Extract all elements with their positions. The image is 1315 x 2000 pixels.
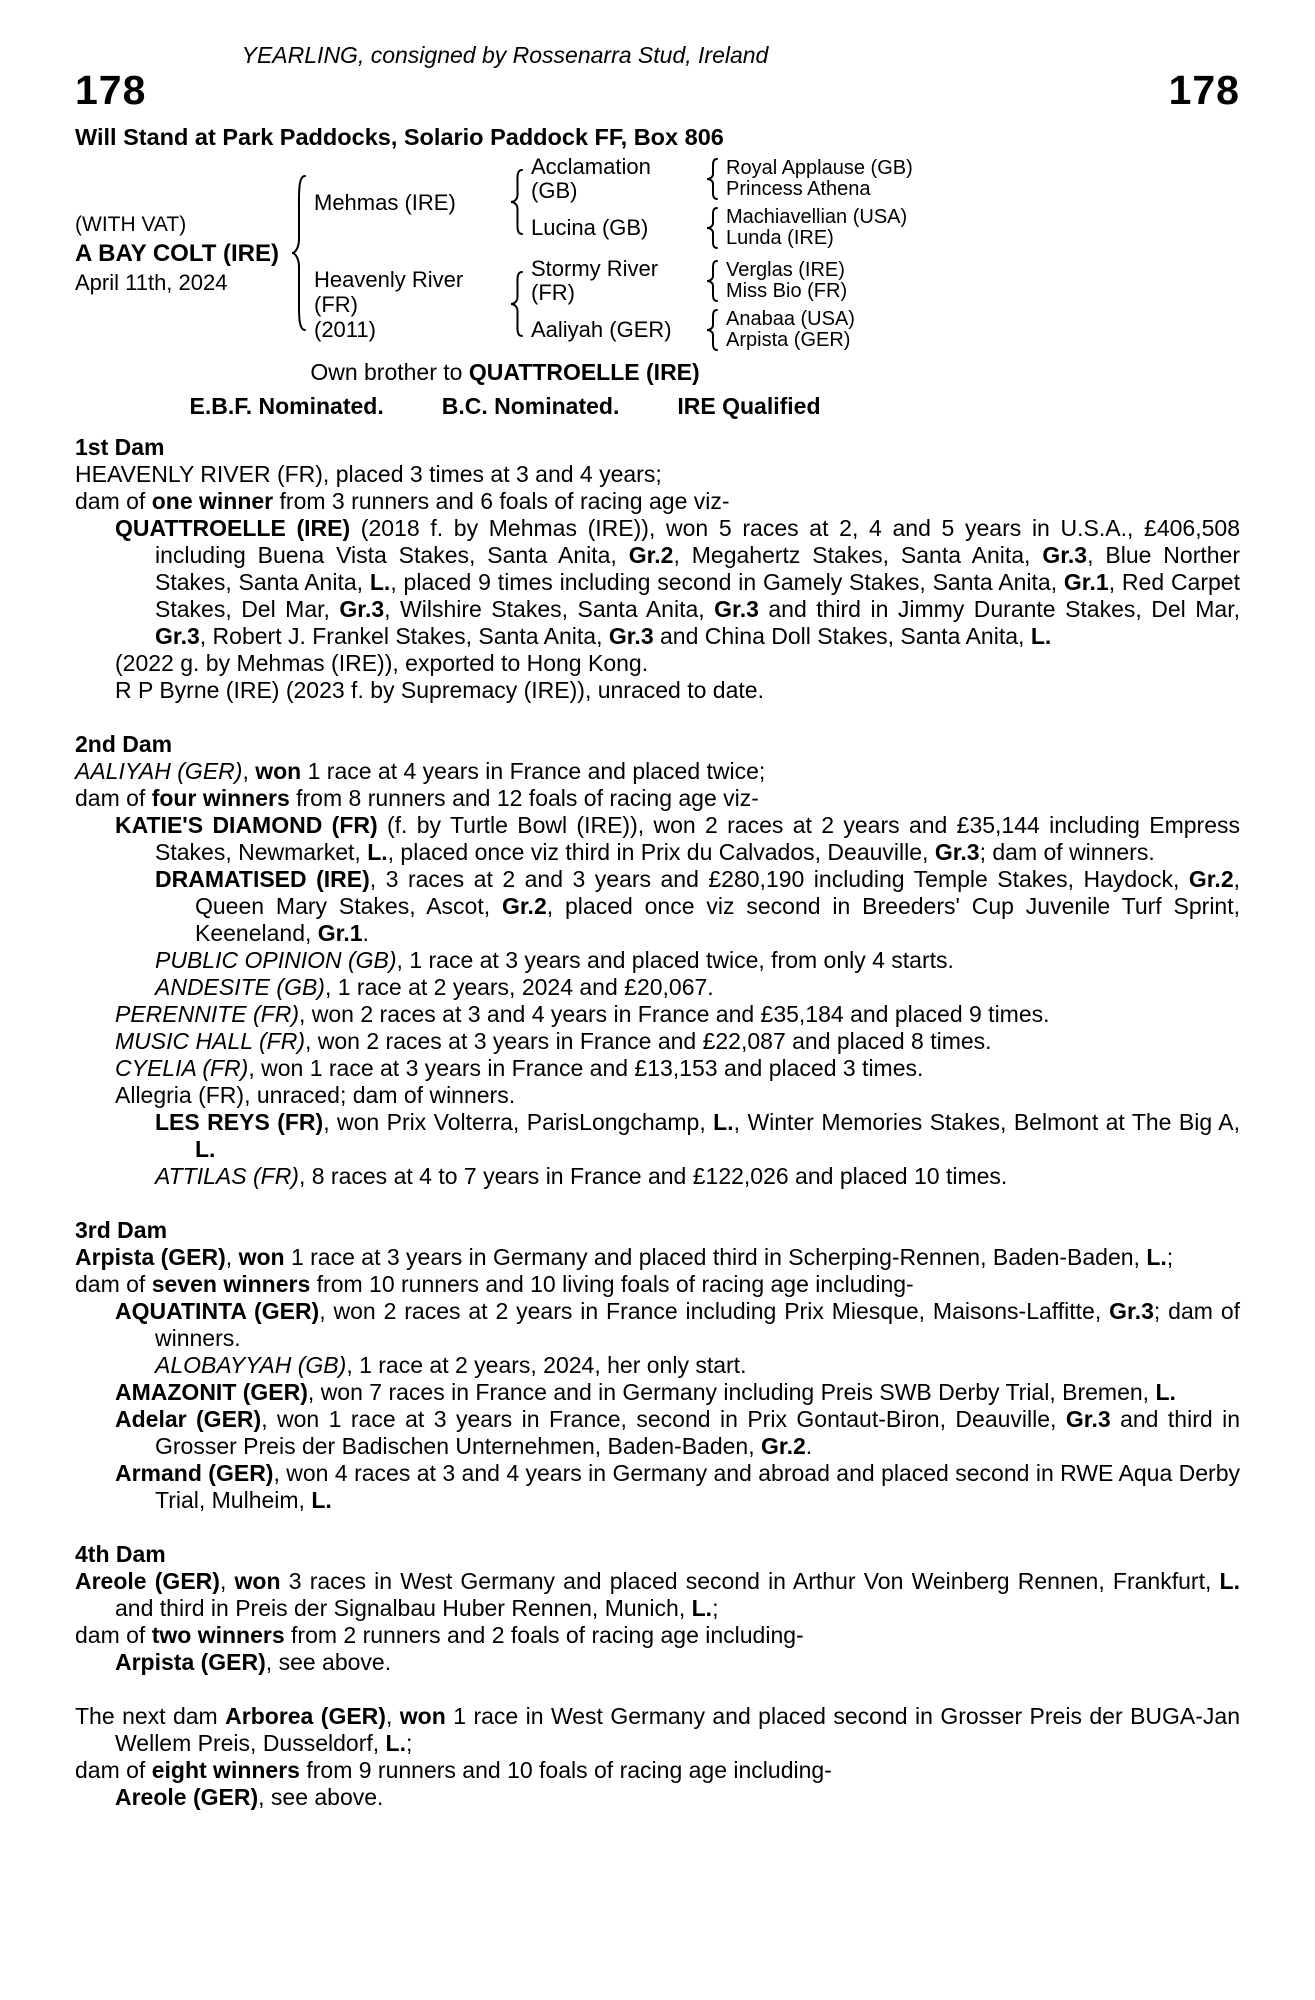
lot-number-right: 178 bbox=[1168, 67, 1240, 113]
sire-branch bbox=[314, 155, 913, 249]
lot-summary bbox=[75, 211, 288, 296]
dam-name-text: Heavenly River (FR) bbox=[314, 266, 464, 317]
dam-name bbox=[314, 267, 507, 342]
own-brother-line bbox=[75, 359, 935, 386]
granddam-row bbox=[531, 207, 913, 249]
great-grandparents bbox=[726, 207, 907, 249]
sections bbox=[75, 434, 1240, 1811]
great-grandparent-name: Miss Bio (FR) bbox=[726, 280, 848, 303]
great-grandparents bbox=[726, 260, 847, 302]
pedigree-paragraph: HEAVENLY RIVER (FR), placed 3 times at 3 and 4 years; bbox=[75, 461, 662, 488]
pedigree-paragraph: ALOBAYYAH (GB), 1 race at 2 years, 2024, her only start. bbox=[155, 1352, 747, 1379]
pedigree-paragraph: dam of one winner from 3 runners and 6 foals of racing age viz- bbox=[75, 488, 730, 515]
granddam-row bbox=[531, 309, 855, 351]
pedigree-paragraph: dam of two winners from 2 runners and 2 foals of racing age including- bbox=[75, 1622, 804, 1649]
great-grandparent-name: Royal Applause (GB) bbox=[726, 157, 913, 180]
pedigree-brace-icon bbox=[290, 175, 307, 331]
sire-name: Mehmas (IRE) bbox=[314, 189, 456, 215]
pedigree-paragraph: MUSIC HALL (FR), won 2 races at 3 years in France and £22,087 and placed 8 times. bbox=[115, 1028, 992, 1055]
great-grandparent-name: Verglas (IRE) bbox=[726, 259, 845, 282]
pedigree-paragraph: Areole (GER), won 3 races in West Germany and placed second in Arthur Von Weinberg Rennen, Frankfurt, L. and third in Preis der Signalbau Huber Rennen, Munich, L.; bbox=[75, 1568, 1240, 1622]
dam-branch bbox=[314, 257, 913, 351]
dam-section bbox=[75, 1703, 1240, 1811]
pedigree-paragraph: CYELIA (FR), won 1 race at 3 years in France and £13,153 and placed 3 times. bbox=[115, 1055, 924, 1082]
great-grandparent-name: Arpista (GER) bbox=[726, 329, 851, 352]
section-heading: 4th Dam bbox=[75, 1541, 166, 1568]
great-grandparents bbox=[726, 309, 855, 351]
pedigree-paragraph: (2022 g. by Mehmas (IRE)), exported to Hong Kong. bbox=[115, 650, 649, 677]
own-brother-prefix: Own brother to bbox=[310, 359, 469, 386]
pedigree-brace-icon bbox=[705, 260, 719, 302]
pedigree-paragraph: dam of eight winners from 9 runners and 10 foals of racing age including- bbox=[75, 1757, 832, 1784]
pedigree-paragraph: ATTILAS (FR), 8 races at 4 to 7 years in France and £122,026 and placed 10 times. bbox=[155, 1163, 1008, 1190]
pedigree-brace-icon bbox=[705, 158, 719, 200]
dam-section bbox=[75, 1541, 1240, 1676]
pedigree-paragraph: Adelar (GER), won 1 race at 3 years in France, second in Prix Gontaut-Biron, Deauville, Gr.3 and third in Grosser Preis der Badischen Unternehmen, Baden-Baden, Gr.2. bbox=[115, 1406, 1240, 1460]
section-heading: 2nd Dam bbox=[75, 731, 173, 758]
pedigree-paragraph: AALIYAH (GER), won 1 race at 4 years in France and placed twice; bbox=[75, 758, 766, 785]
dam-parents bbox=[531, 257, 855, 351]
pedigree-paragraph: DRAMATISED (IRE), 3 races at 2 and 3 years and £280,190 including Temple Stakes, Haydock, Gr.2, Queen Mary Stakes, Ascot, Gr.2, placed once viz second in Breeders' Cup Juvenile Turf Sprint, Keeneland, Gr.1. bbox=[155, 866, 1241, 947]
great-grandparent-name: Machiavellian (USA) bbox=[726, 206, 908, 229]
pedigree-paragraph: PERENNITE (FR), won 2 races at 3 and 4 years in France and £35,184 and placed 9 times. bbox=[115, 1001, 1050, 1028]
pedigree-paragraph: LES REYS (FR), won Prix Volterra, ParisLongchamp, L., Winter Memories Stakes, Belmont at The Big A, L. bbox=[155, 1109, 1241, 1163]
pedigree-paragraph: dam of seven winners from 10 runners and 10 living foals of racing age including- bbox=[75, 1271, 914, 1298]
great-grandparents bbox=[726, 158, 913, 200]
pedigree-paragraph: R P Byrne (IRE) (2023 f. by Supremacy (IRE)), unraced to date. bbox=[115, 677, 764, 704]
nomination-ire: IRE Qualified bbox=[677, 393, 821, 420]
pedigree-paragraph: KATIE'S DIAMOND (FR) (f. by Turtle Bowl (IRE)), won 2 races at 2 years and £35,144 including Empress Stakes, Newmarket, L., placed once viz third in Prix du Calvados, Deauville, Gr.3; dam of winners. bbox=[115, 812, 1240, 866]
pedigree-brace-icon bbox=[705, 207, 719, 249]
pedigree-generation-1 bbox=[314, 155, 913, 351]
grandsire-name: Acclamation (GB) bbox=[531, 154, 651, 204]
pedigree-paragraph: AMAZONIT (GER), won 7 races in France and in Germany including Preis SWB Derby Trial, Bremen, L. bbox=[115, 1379, 1176, 1406]
pedigree-paragraph: AQUATINTA (GER), won 2 races at 2 years in France including Prix Miesque, Maisons-Laffitte, Gr.3; dam of winners. bbox=[115, 1298, 1240, 1352]
stand-location-line: Will Stand at Park Paddocks, Solario Paddock FF, Box 806 bbox=[75, 124, 724, 151]
great-grandparent-name: Anabaa (USA) bbox=[726, 308, 855, 331]
pedigree-paragraph: dam of four winners from 8 runners and 12 foals of racing age viz- bbox=[75, 785, 759, 812]
great-grandparent-name: Princess Athena bbox=[726, 178, 871, 201]
dam-section bbox=[75, 1217, 1240, 1514]
horse-title: A BAY COLT (IRE) bbox=[75, 239, 280, 267]
nomination-ebf: E.B.F. Nominated. bbox=[189, 393, 384, 420]
pedigree-brace-icon bbox=[509, 169, 524, 235]
great-grandparent-name: Lunda (IRE) bbox=[726, 227, 834, 250]
section-heading: 3rd Dam bbox=[75, 1217, 168, 1244]
lot-row bbox=[75, 69, 1240, 112]
vat-note: (WITH VAT) bbox=[75, 212, 187, 236]
pedigree-brace-icon bbox=[705, 309, 719, 351]
foaling-date: April 11th, 2024 bbox=[75, 269, 228, 295]
nomination-bc: B.C. Nominated. bbox=[441, 393, 620, 420]
pedigree-paragraph: QUATTROELLE (IRE) (2018 f. by Mehmas (IRE)), won 5 races at 2, 4 and 5 years in U.S.A., £406,508 including Buena Vista Stakes, Santa Anita, Gr.2, Megahertz Stakes, Santa Anita, Gr.3, Blue Norther Stakes, Santa Anita, L., placed 9 times including second in Gamely Stakes, Santa Anita, Gr.1, Red Carpet Stakes, Del Mar, Gr.3, Wilshire Stakes, Santa Anita, Gr.3 and third in Jimmy Durante Stakes, Del Mar, Gr.3, Robert J. Frankel Stakes, Santa Anita, Gr.3 and China Doll Stakes, Santa Anita, L. bbox=[115, 515, 1240, 650]
dam-section bbox=[75, 434, 1240, 704]
dam-foaling-year: (2011) bbox=[314, 316, 376, 342]
grandsire-row bbox=[531, 257, 855, 305]
pedigree-paragraph: Armand (GER), won 4 races at 3 and 4 years in Germany and abroad and placed second in RWE Aqua Derby Trial, Mulheim, L. bbox=[115, 1460, 1241, 1514]
pedigree-paragraph: The next dam Arborea (GER), won 1 race in West Germany and placed second in Grosser Preis der BUGA-Jan Wellem Preis, Dusseldorf, L.; bbox=[75, 1703, 1240, 1757]
pedigree-brace-icon bbox=[509, 271, 524, 337]
granddam-name: Aaliyah (GER) bbox=[531, 317, 672, 343]
lot-number-left: 178 bbox=[75, 67, 147, 113]
granddam-name: Lucina (GB) bbox=[531, 215, 649, 241]
pedigree-paragraph: ANDESITE (GB), 1 race at 2 years, 2024 and £20,067. bbox=[155, 974, 714, 1001]
pedigree-paragraph: Areole (GER), see above. bbox=[115, 1784, 384, 1811]
own-brother-name: QUATTROELLE (IRE) bbox=[468, 359, 700, 386]
pedigree-tree bbox=[75, 155, 1240, 351]
pedigree-paragraph: PUBLIC OPINION (GB), 1 race at 3 years and placed twice, from only 4 starts. bbox=[155, 947, 954, 974]
pedigree-paragraph: Allegria (FR), unraced; dam of winners. bbox=[115, 1082, 516, 1109]
pedigree-paragraph: Arpista (GER), see above. bbox=[115, 1649, 392, 1676]
grandsire-name: Stormy River (FR) bbox=[531, 256, 659, 306]
sire-parents bbox=[531, 155, 913, 249]
nominations-line bbox=[75, 393, 935, 420]
pedigree-paragraph: Arpista (GER), won 1 race at 3 years in Germany and placed third in Scherping-Rennen, Baden-Baden, L.; bbox=[75, 1244, 1174, 1271]
consignor-line: YEARLING, consigned by Rossenarra Stud, Ireland bbox=[241, 42, 769, 68]
grandsire-row bbox=[531, 155, 913, 203]
dam-section bbox=[75, 731, 1240, 1190]
section-heading: 1st Dam bbox=[75, 434, 165, 461]
